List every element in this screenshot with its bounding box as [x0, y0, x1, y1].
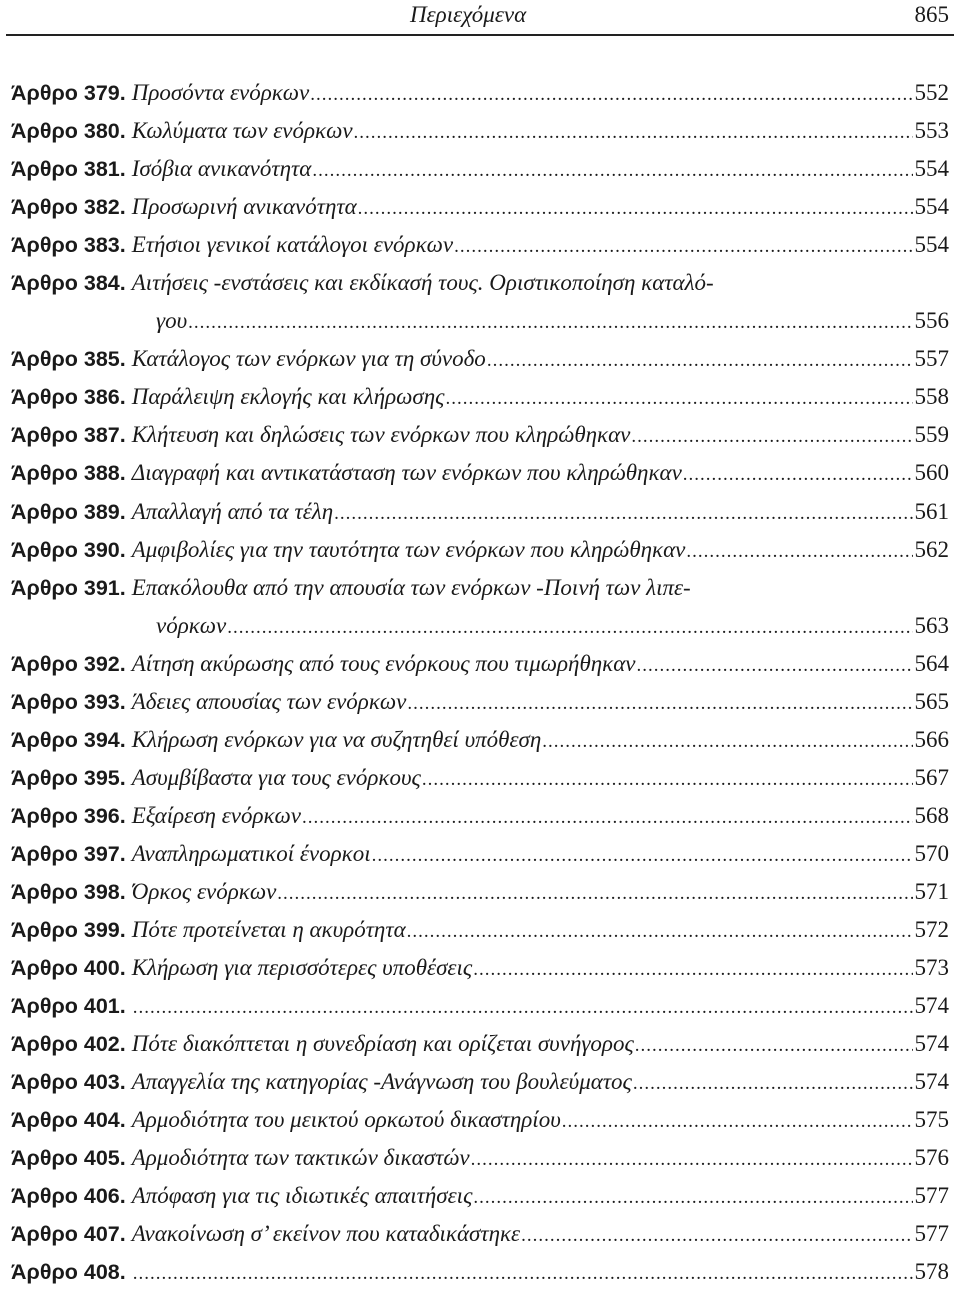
dot-leader — [637, 655, 913, 677]
toc-entry — [11, 156, 949, 194]
toc-entry — [11, 1069, 949, 1107]
toc-entry — [11, 1259, 949, 1297]
toc-entry — [11, 841, 949, 879]
toc-entry — [11, 993, 949, 1031]
dot-leader — [188, 312, 912, 334]
page-ref: 577 — [914, 1221, 949, 1247]
toc-entry — [11, 537, 949, 575]
article-title: Επακόλουθα από την απουσία των ενόρκων -Ποινή των λιπε- — [131, 574, 691, 600]
article-title: Κλήρωση ενόρκων για να συζητηθεί υπόθεση — [131, 726, 542, 752]
dot-leader — [487, 350, 913, 372]
toc-entry-continuation — [11, 613, 949, 651]
dot-leader — [310, 84, 912, 106]
dot-leader — [407, 693, 912, 715]
dot-leader — [277, 883, 912, 905]
page-ref: 553 — [914, 118, 949, 144]
article-title: Πότε διακόπτεται η συνεδρίαση και ορίζεται συνήγορος — [131, 1031, 634, 1057]
article-number: Άρθρο 400. — [11, 956, 126, 981]
page-ref: 572 — [914, 917, 949, 943]
article-title: Αρμοδιότητα των τακτικών δικαστών — [131, 1145, 470, 1171]
dot-leader — [454, 236, 912, 258]
article-number: Άρθρο 384. — [11, 271, 126, 296]
dot-leader — [358, 198, 913, 220]
article-title: Απόφαση για τις ιδιωτικές απαιτήσεις — [131, 1183, 473, 1209]
dot-leader — [334, 503, 912, 525]
page-ref: 565 — [914, 688, 949, 714]
article-number: Άρθρο 406. — [11, 1184, 126, 1209]
toc-entry — [11, 1107, 949, 1145]
article-number: Άρθρο 403. — [11, 1070, 126, 1095]
page-ref: 574 — [914, 1031, 949, 1057]
article-title: Αίτηση ακύρωσης από τους ενόρκους που τιμωρήθηκαν — [131, 650, 636, 676]
article-number: Άρθρο 382. — [11, 195, 126, 220]
toc-entry — [11, 917, 949, 955]
page-number: 865 — [914, 2, 949, 27]
article-number: Άρθρο 383. — [11, 233, 126, 258]
dot-leader — [562, 1111, 913, 1133]
toc-entry — [11, 1145, 949, 1183]
article-number: Άρθρο 392. — [11, 651, 126, 676]
article-title: Αρμοδιότητα του μεικτού ορκωτού δικαστηρίου — [131, 1107, 561, 1133]
dot-leader — [686, 541, 912, 563]
page-ref: 558 — [914, 384, 949, 410]
page-ref: 564 — [914, 650, 949, 676]
page-ref: 578 — [914, 1259, 949, 1285]
dot-leader — [521, 1225, 912, 1247]
article-number: Άρθρο 399. — [11, 918, 126, 943]
article-title: Παράλειψη εκλογής και κλήρωσης — [131, 384, 445, 410]
article-title: Αμφιβολίες για την ταυτότητα των ενόρκων που κληρώθηκαν — [131, 536, 686, 562]
toc-entry — [11, 1183, 949, 1221]
toc-entry — [11, 422, 949, 460]
dot-leader — [471, 1149, 913, 1171]
page-ref: 573 — [914, 955, 949, 981]
article-number: Άρθρο 385. — [11, 347, 126, 372]
article-title: Αναπληρωματικοί ένορκοι — [131, 840, 371, 866]
article-number: Άρθρο 396. — [11, 803, 126, 828]
page-ref: 554 — [914, 156, 949, 182]
article-number: Άρθρο 387. — [11, 423, 126, 448]
toc-entry — [11, 803, 949, 841]
page-ref: 554 — [914, 194, 949, 220]
toc-entry — [11, 80, 949, 118]
dot-leader — [631, 426, 912, 448]
article-number: Άρθρο 381. — [11, 157, 126, 182]
dot-leader — [422, 769, 913, 791]
page-ref: 574 — [914, 993, 949, 1019]
article-title: Ετήσιοι γενικοί κατάλογοι ενόρκων — [131, 232, 454, 258]
toc-entry — [11, 575, 949, 613]
page-ref: 571 — [914, 878, 949, 904]
page-ref: 575 — [914, 1107, 949, 1133]
article-number: Άρθρο 397. — [11, 841, 126, 866]
article-number: Άρθρο 379. — [11, 81, 126, 105]
toc-entry — [11, 194, 949, 232]
article-number: Άρθρο 393. — [11, 689, 126, 714]
page-ref: 562 — [914, 536, 949, 562]
article-title: Όρκος ενόρκων — [131, 878, 277, 904]
toc-entry — [11, 727, 949, 765]
toc-entry — [11, 270, 949, 308]
article-number: Άρθρο 398. — [11, 879, 126, 904]
page-ref: 559 — [914, 422, 949, 448]
article-number: Άρθρο 407. — [11, 1222, 126, 1247]
toc-entry — [11, 1221, 949, 1259]
toc-entry — [11, 765, 949, 803]
article-title: Ισόβια ανικανότητα — [131, 156, 312, 182]
page-header — [0, 0, 960, 34]
article-title: Ασυμβίβαστα για τους ενόρκους — [131, 764, 421, 790]
article-title: Διαγραφή και αντικατάσταση των ενόρκων που κληρώθηκαν — [131, 460, 682, 486]
article-title: Προσωρινή ανικανότητα — [131, 194, 357, 220]
toc-entry — [11, 118, 949, 156]
article-title: Άδειες απουσίας των ενόρκων — [131, 688, 407, 714]
dot-leader — [372, 845, 913, 867]
dot-leader — [473, 1187, 912, 1209]
article-title: Απαγγελία της κατηγορίας -Ανάγνωση του βουλεύματος — [131, 1069, 632, 1095]
toc-entry — [11, 689, 949, 727]
article-title: Απαλλαγή από τα τέλη — [131, 498, 334, 524]
dot-leader — [133, 997, 913, 1019]
article-title: Κλήρωση για περισσότερες υποθέσεις — [131, 955, 473, 981]
page-ref: 577 — [914, 1183, 949, 1209]
dot-leader — [473, 959, 912, 981]
article-number: Άρθρο 388. — [11, 461, 126, 486]
page-ref: 563 — [914, 612, 949, 638]
toc-entry — [11, 879, 949, 917]
toc-entry — [11, 651, 949, 689]
page-ref: 560 — [914, 460, 949, 486]
article-number: Άρθρο 404. — [11, 1108, 126, 1133]
page-ref: 567 — [914, 764, 949, 790]
article-title: Κλήτευση και δηλώσεις των ενόρκων που κληρώθηκαν — [131, 422, 631, 448]
page-ref: 576 — [914, 1145, 949, 1171]
toc-entry-continuation — [11, 308, 949, 346]
article-title: Πότε προτείνεται η ακυρότητα — [131, 917, 406, 943]
dot-leader — [683, 464, 913, 486]
dot-leader — [302, 807, 912, 829]
dot-leader — [446, 388, 913, 410]
page-ref: 556 — [914, 308, 949, 334]
toc-entry — [11, 499, 949, 537]
page-ref: 570 — [914, 840, 949, 866]
article-number: Άρθρο 386. — [11, 385, 126, 410]
article-number: Άρθρο 401. — [11, 994, 126, 1019]
article-number: Άρθρο 402. — [11, 1032, 126, 1057]
dot-leader — [312, 160, 912, 182]
toc-entry — [11, 346, 949, 384]
article-title: Εξαίρεση ενόρκων — [131, 802, 302, 828]
article-number: Άρθρο 394. — [11, 727, 126, 752]
dot-leader — [635, 1035, 913, 1057]
article-number: Άρθρο 391. — [11, 575, 126, 600]
article-number: Άρθρο 390. — [11, 537, 126, 562]
article-title-continuation: νόρκων — [156, 612, 227, 638]
toc-entry — [11, 955, 949, 993]
header-rule — [6, 34, 954, 36]
article-title: Κωλύματα των ενόρκων — [131, 118, 353, 144]
article-number: Άρθρο 408. — [11, 1260, 126, 1285]
article-number: Άρθρο 380. — [11, 119, 126, 144]
dot-leader — [133, 1263, 913, 1285]
article-title: Ανακοίνωση σ’ εκείνον που καταδικάστηκε — [131, 1221, 521, 1247]
toc-entry — [11, 1031, 949, 1069]
page-ref: 574 — [914, 1069, 949, 1095]
dot-leader — [227, 617, 912, 639]
table-of-contents — [11, 80, 949, 1298]
article-number: Άρθρο 405. — [11, 1146, 126, 1171]
article-title: Κατάλογος των ενόρκων για τη σύνοδο — [131, 346, 486, 372]
page-ref: 568 — [914, 802, 949, 828]
page-ref: 561 — [914, 498, 949, 524]
article-number: Άρθρο 395. — [11, 765, 126, 790]
toc-entry — [11, 460, 949, 498]
article-title: Αιτήσεις -ενστάσεις και εκδίκασή τους. Οριστικοποίηση καταλό- — [131, 270, 714, 296]
article-title: Προσόντα ενόρκων — [131, 80, 310, 105]
page-ref: 552 — [914, 80, 949, 105]
toc-entry — [11, 232, 949, 270]
dot-leader — [354, 122, 913, 144]
page-ref: 557 — [914, 346, 949, 372]
article-title-continuation: γου — [156, 308, 188, 334]
toc-entry — [11, 384, 949, 422]
page-ref: 554 — [914, 232, 949, 258]
running-title: Περιεχόμενα — [410, 2, 527, 27]
dot-leader — [542, 731, 912, 753]
dot-leader — [407, 921, 913, 943]
dot-leader — [633, 1073, 913, 1095]
article-number: Άρθρο 389. — [11, 499, 126, 524]
page-ref: 566 — [914, 726, 949, 752]
